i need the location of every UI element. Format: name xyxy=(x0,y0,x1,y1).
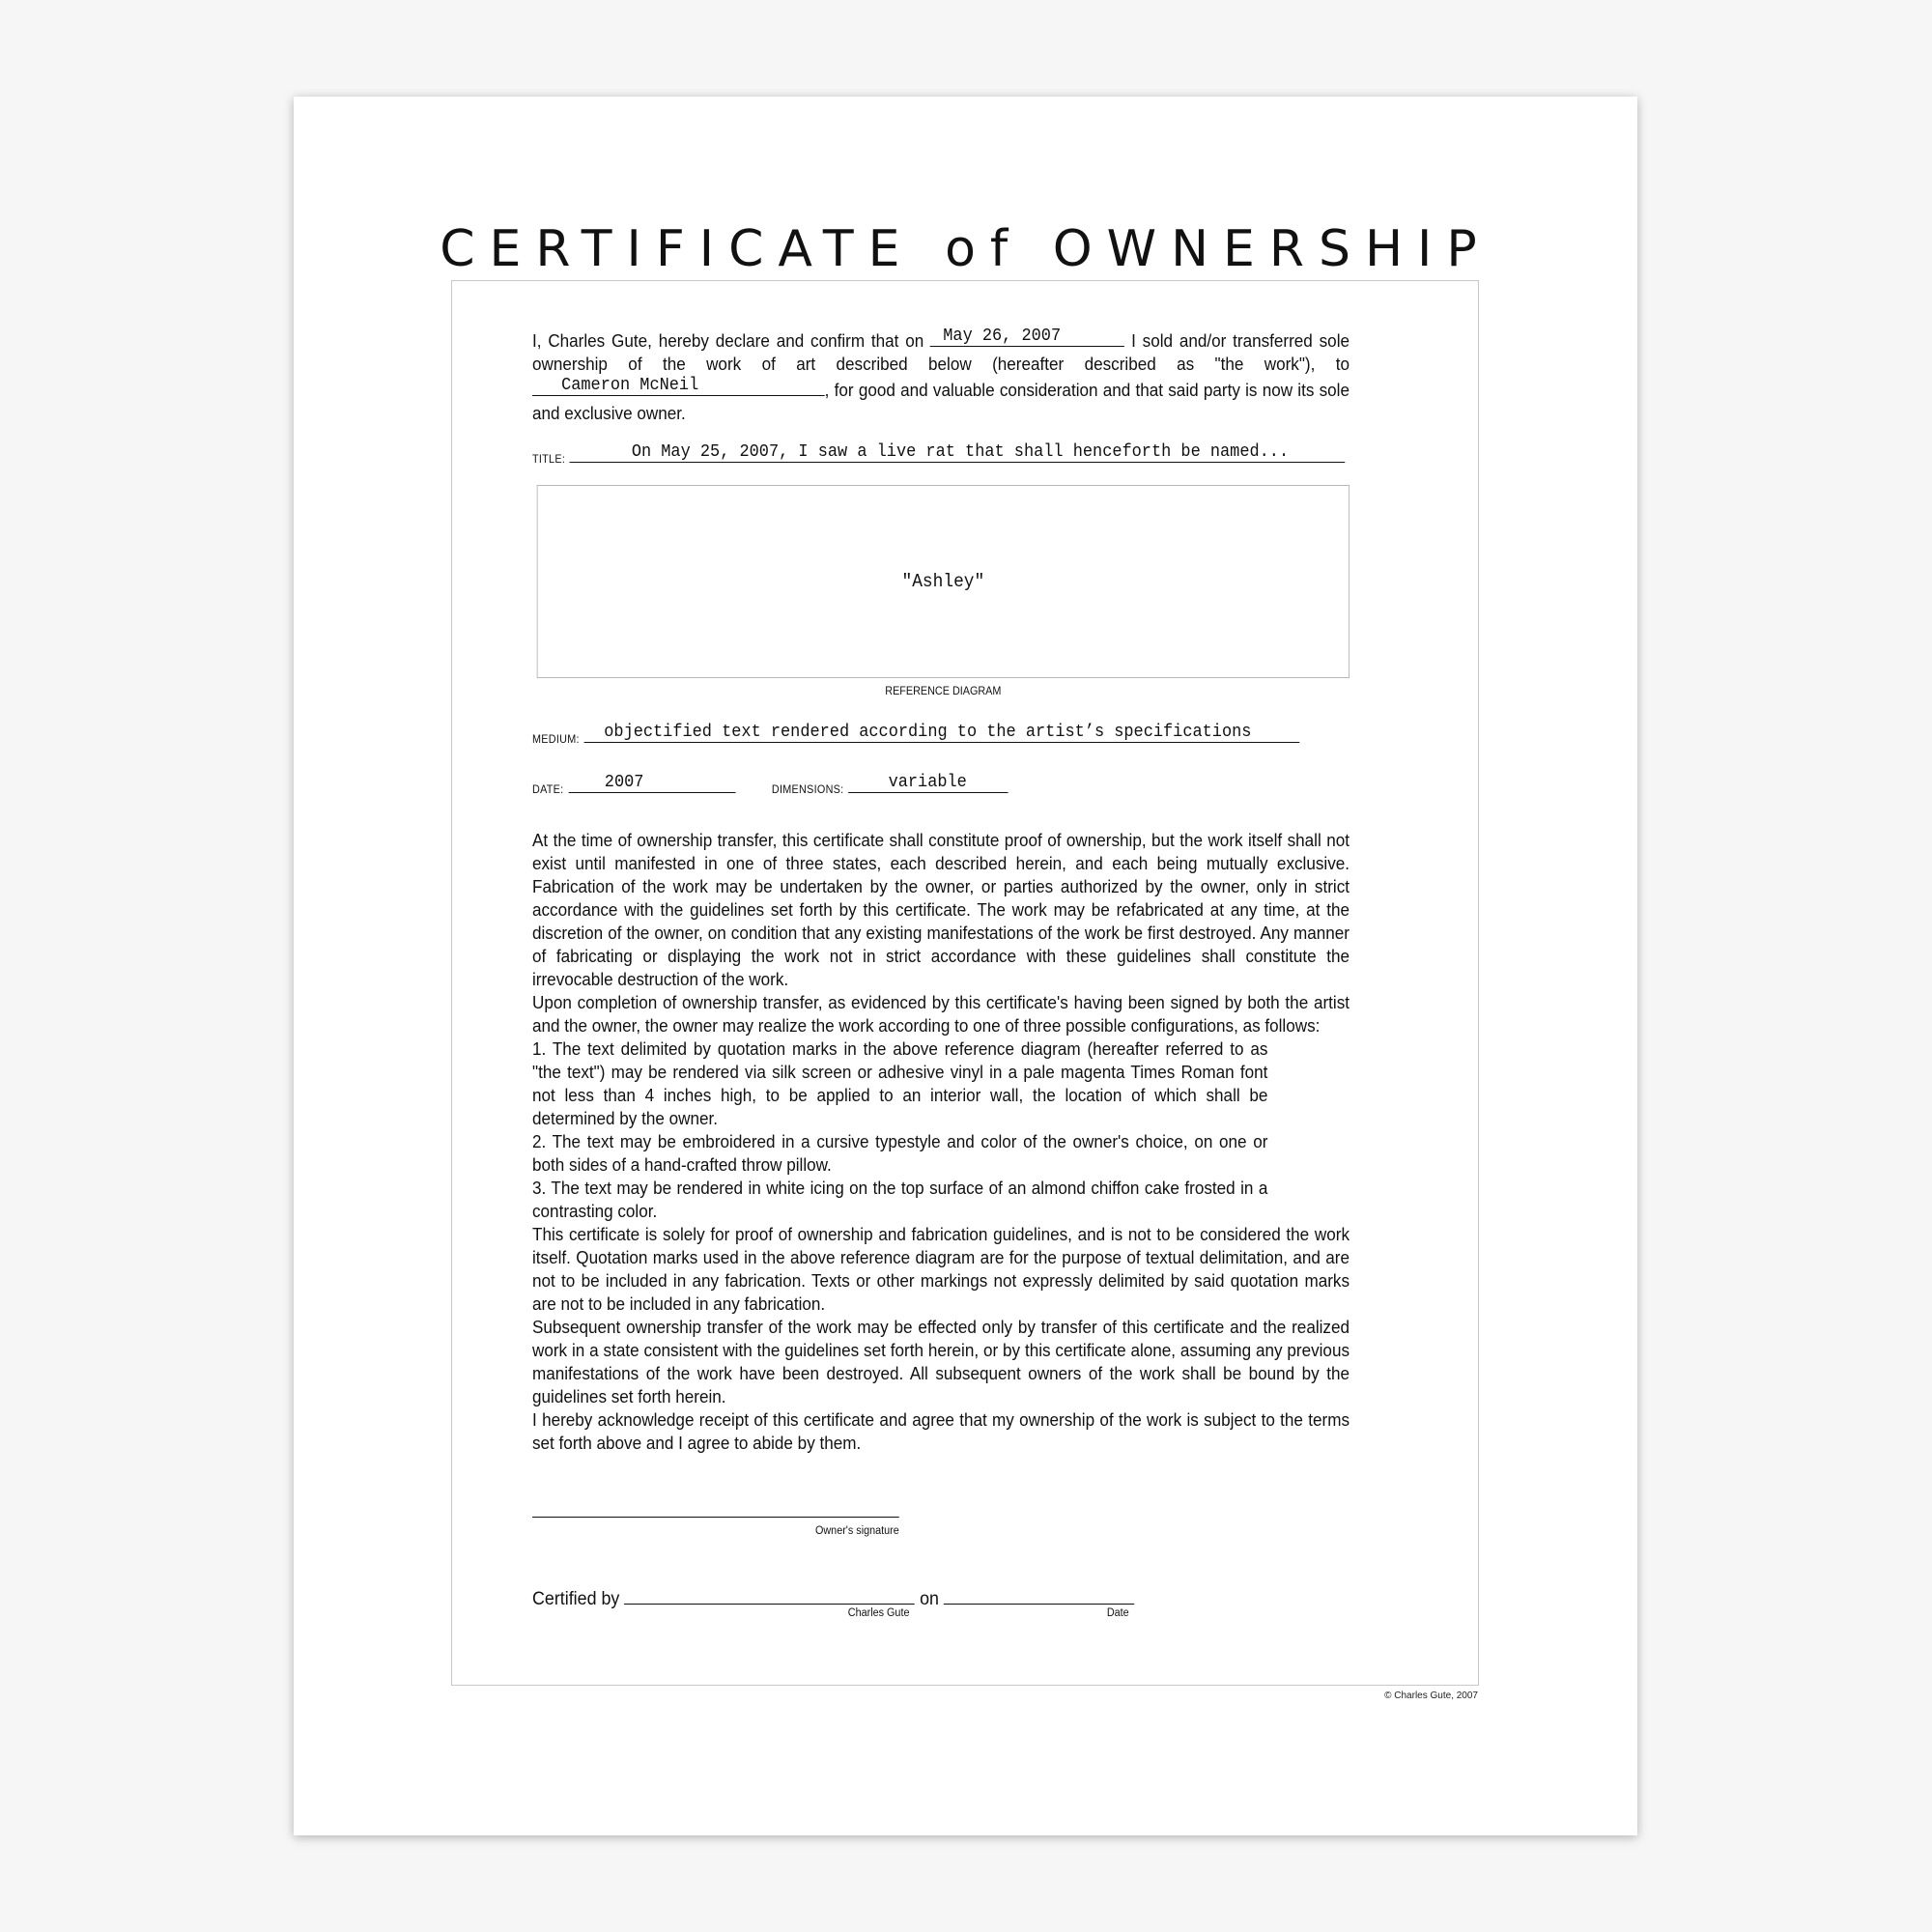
configuration-item-2: 2. The text may be embroidered in a cursive typestyle and color of the owner's choice, on one or both sides of a hand-crafted throw pillow. xyxy=(532,1132,1268,1175)
owner-signature-caption: Owner's signature xyxy=(814,1525,899,1537)
date-dimensions-row xyxy=(532,773,1350,802)
certification-block xyxy=(532,1586,1350,1625)
owner-signature-line[interactable] xyxy=(532,1517,899,1518)
owner-name-field: Cameron McNeil xyxy=(532,376,825,396)
dimensions-value: variable xyxy=(848,773,1008,793)
intro-paragraph xyxy=(532,327,1350,425)
certified-by-label: Certified by xyxy=(532,1589,620,1609)
owner-signature-block xyxy=(532,1507,1350,1536)
title-field-row xyxy=(532,442,1350,471)
date-label: DATE: xyxy=(532,784,564,796)
certification-date-line[interactable] xyxy=(944,1586,1134,1619)
intro-text-3: , for good and valuable consideration and that said party is now its sole and exclusive owner. xyxy=(532,381,1350,423)
on-label: on xyxy=(920,1589,939,1609)
medium-field-row xyxy=(532,723,1350,752)
certificate-title: CERTIFICATE of OWNERSHIP xyxy=(440,220,1492,278)
intro-text-1: I, Charles Gute, hereby declare and confirm that on xyxy=(532,331,931,351)
certificate-page xyxy=(294,97,1637,1835)
medium-label: MEDIUM: xyxy=(532,734,580,746)
dimensions-label: DIMENSIONS: xyxy=(771,784,844,796)
title-label: TITLE: xyxy=(532,454,566,466)
sale-date-field: May 26, 2007 xyxy=(930,327,1124,347)
reference-diagram-text: "Ashley" xyxy=(901,571,985,592)
artist-signature-caption: Charles Gute xyxy=(847,1607,910,1619)
date-value: 2007 xyxy=(568,773,735,793)
configuration-item-3: 3. The text may be rendered in white icing on the top surface of an almond chiffon cake frosted in a contrasting color. xyxy=(532,1179,1268,1221)
paragraph-acknowledge: I hereby acknowledge receipt of this certificate and agree that my ownership of the work is subject to the terms set forth above and I agree to abide by them. xyxy=(532,1410,1350,1453)
title-value: On May 25, 2007, I saw a live rat that shall henceforth be named... xyxy=(570,442,1346,463)
intro-text-2: I sold and/or transferred sole ownership of the work of art described below (hereafter described as "the work"), to xyxy=(532,331,1350,374)
configuration-item-1: 1. The text delimited by quotation marks in the above reference diagram (hereafter referred to as "the text") may be rendered via silk screen or adhesive vinyl in a pale magenta Times Roman font not less than 4 inches high, to be applied to an interior wall, the location of which shall be determined by the owner. xyxy=(532,1039,1268,1128)
medium-value: objectified text rendered according to the artist’s specifications xyxy=(584,723,1300,743)
copyright-notice: © Charles Gute, 2007 xyxy=(1384,1690,1478,1701)
certification-date-caption: Date xyxy=(1106,1607,1129,1619)
paragraph-existence: At the time of ownership transfer, this certificate shall constitute proof of ownership, but the work itself shall not exist until manifested in one of three states, each described herein, and each being mutually exclusive. Fabrication of the work may be undertaken by the owner, or parties authorized by the owner, only in strict accordance with the guidelines set forth by this certificate. The work may be refabricated at any time, at the discretion of the owner, on condition that any existing manifestations of the work be first destroyed. Any manner of fabricating or displaying the work not in strict accordance with these guidelines shall constitute the irrevocable destruction of the work. xyxy=(532,831,1350,989)
paragraph-proof: This certificate is solely for proof of ownership and fabrication guidelines, and is not to be considered the work itself. Quotation marks used in the above reference diagram are for the purpose of textual delimitation, and are not to be included in any fabrication. Texts or other markings not expressly delimited by said quotation marks are not to be included in any fabrication. xyxy=(532,1225,1350,1314)
artist-signature-line[interactable] xyxy=(624,1586,915,1619)
certificate-body xyxy=(532,327,1350,1625)
reference-diagram-caption: REFERENCE DIAGRAM xyxy=(885,686,1002,697)
paragraph-transfer: Subsequent ownership transfer of the work may be effected only by transfer of this certificate and the realized work in a state consistent with the guidelines set forth herein, or by this certificate alone, assuming any previous manifestations of the work have been destroyed. All subsequent owners of the work shall be bound by the guidelines set forth herein. xyxy=(532,1318,1350,1406)
reference-diagram xyxy=(537,485,1350,678)
paragraph-configurations: Upon completion of ownership transfer, as evidenced by this certificate's having been signed by both the artist and the owner, the owner may realize the work according to one of three possible configurations, as follows: xyxy=(532,993,1350,1036)
